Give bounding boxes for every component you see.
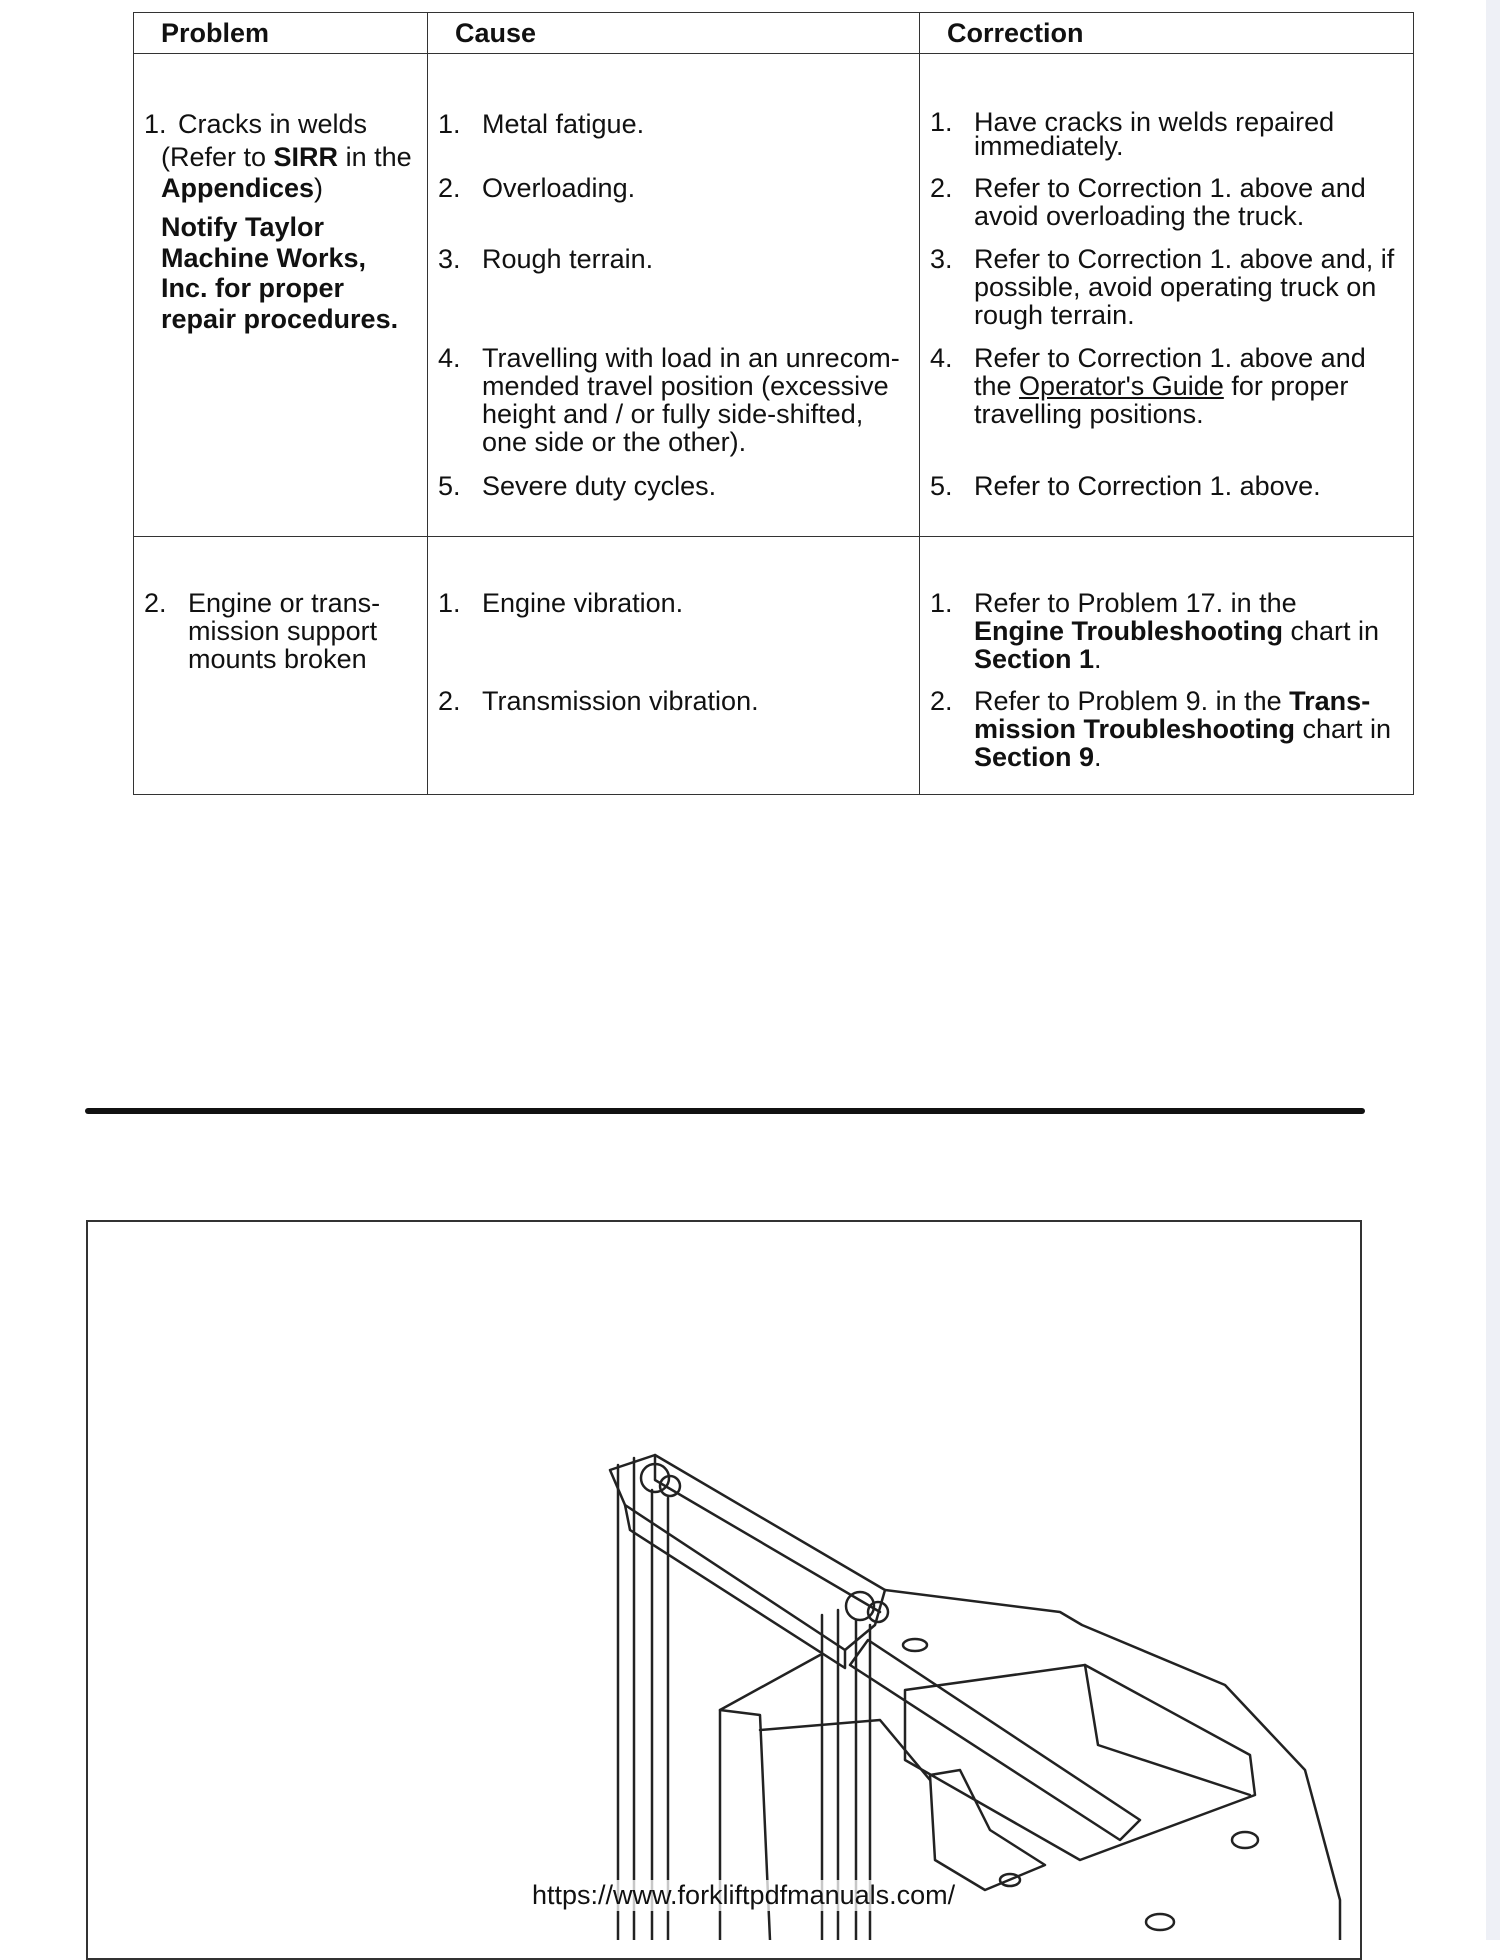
problem-item: 1. Cracks in welds xyxy=(144,109,368,139)
header-cause: Cause xyxy=(428,13,920,54)
correction-item: 1. Refer to Problem 17. in the Engine Troubleshooting chart in Section 1. xyxy=(930,588,1380,674)
header-correction: Correction xyxy=(920,13,1414,54)
cause-item: 1. Metal fatigue. xyxy=(438,109,645,139)
correction-item: 1. Have cracks in welds repaired immediately. xyxy=(930,107,1335,161)
correction-item: 4. Refer to Correction 1. above and the Operator's Guide for proper travelling positions. xyxy=(930,343,1366,429)
operators-guide-link[interactable]: Operator's Guide xyxy=(1019,371,1224,401)
cause-item: 2. Transmission vibration. xyxy=(438,686,759,716)
cause-item: 5. Severe duty cycles. xyxy=(438,471,717,501)
problem-reference: (Refer to SIRR in the Appendices) xyxy=(161,142,412,203)
cause-item: 4. Travelling with load in an unrecom- mended travel position (excessive height and / or fully side-shifted, one side or the other). xyxy=(438,343,900,457)
problem-item: 2. Engine or trans- mission support mounts broken xyxy=(144,588,381,674)
problem-note: Notify Taylor Machine Works, Inc. for proper repair procedures. xyxy=(161,212,399,334)
header-problem: Problem xyxy=(134,13,428,54)
footer-url[interactable]: https://www.forkliftpdfmanuals.com/ xyxy=(532,1880,956,1910)
correction-item: 3. Refer to Correction 1. above and, if possible, avoid operating truck on rough terrain. xyxy=(930,244,1395,330)
cause-item: 1. Engine vibration. xyxy=(438,588,684,618)
correction-item: 2. Refer to Correction 1. above and avoid overloading the truck. xyxy=(930,173,1366,231)
correction-item: 5. Refer to Correction 1. above. xyxy=(930,471,1321,501)
cause-item: 2. Overloading. xyxy=(438,173,636,203)
cause-item: 3. Rough terrain. xyxy=(438,244,654,274)
correction-item: 2. Refer to Problem 9. in the Trans- mission Troubleshooting chart in Section 9. xyxy=(930,686,1392,772)
